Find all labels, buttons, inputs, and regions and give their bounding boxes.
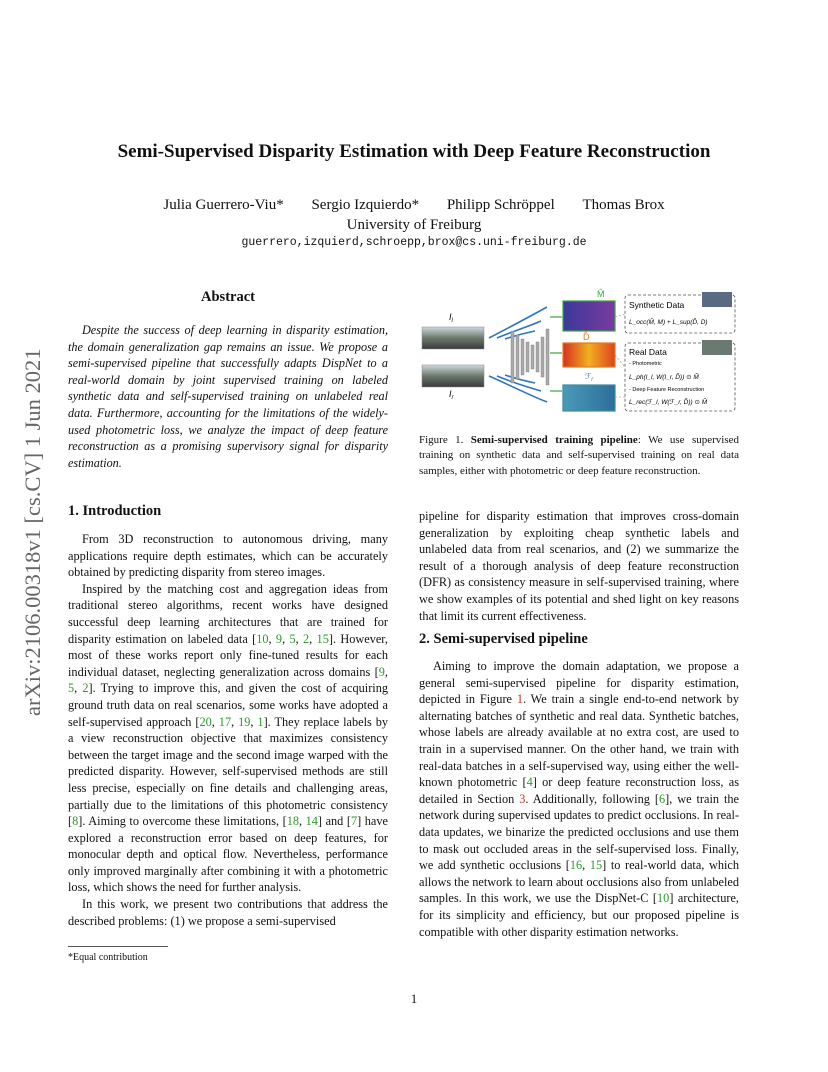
author-2: Sergio Izquierdo* xyxy=(311,197,420,213)
citation[interactable]: 14 xyxy=(305,814,318,829)
citation[interactable]: 9 xyxy=(275,631,283,646)
citation[interactable]: 15 xyxy=(589,858,603,873)
citation[interactable]: 2 xyxy=(82,681,89,696)
author-4: Thomas Brox xyxy=(582,197,665,213)
affiliation: University of Freiburg xyxy=(346,217,482,233)
citation[interactable]: 10 xyxy=(256,631,269,646)
real-thumbnail xyxy=(702,340,732,355)
author-emails: guerrero,izquierd,schroepp,brox@cs.uni-freiburg.de xyxy=(241,236,587,249)
citation[interactable]: 20 xyxy=(199,714,212,729)
citation[interactable]: 19 xyxy=(238,714,251,729)
figure-ref[interactable]: 1 xyxy=(516,692,523,707)
output-arrows xyxy=(550,317,562,391)
footnote-rule xyxy=(68,946,168,947)
citation[interactable]: 4 xyxy=(526,775,533,790)
citation[interactable]: 15 xyxy=(316,631,329,646)
occlusion-label: M̂ xyxy=(597,289,605,299)
intro-heading: 1. Introduction xyxy=(68,503,162,519)
section-2-paragraph: Aiming to improve the domain adaptation, we propose a general semi-supervised pipeline for disparity estimation, depicted in Figure 1. We train a single end-to-end network by alternating batches of synthetic and real data. Synthetic batches, whose labels are already available at no extra cost, are used to train in a supervised manner. On the other hand, we train with real-data batches in a self-supervised way, using either the well-known photometric [4] or deep feature reconstruction loss, as detailed in Section 3. Additionally, following [6], we train the network during supervised updates to predict occlusions. In real-data updates, we binarize the predicted occlusions and use them to mask out occluded areas in the self-supervised loss. Finally, we add synthetic occlusions [16, 15] to real-world data, which allows the network to learn about occlusions also from unlabeled samples. In this work, we use the DispNet-C [10] architecture, for its simplicity and efficiency, but our proposed pipeline is compatible with other disparity estimation networks. xyxy=(419,659,740,939)
arxiv-stamp xyxy=(12,298,48,718)
author-3: Philipp Schröppel xyxy=(446,197,555,213)
contributions-paragraph: pipeline for disparity estimation that improves cross-domain generalization by exploiting cheap synthetic labels and unlabeled data from real scenarios, and (2) we summarize the result of a thorough analysis of deep feature reconstruction (DFR) as consistency measure in self-supervised training, where we show examples of its potential and shed light on key reasons that limit its current effectiveness. xyxy=(419,509,739,623)
author-list xyxy=(0,195,828,235)
intro-body xyxy=(68,531,388,929)
figure-1 xyxy=(419,287,739,419)
citation[interactable]: 1 xyxy=(257,714,264,729)
citation[interactable]: 16 xyxy=(569,858,583,873)
connectors xyxy=(615,314,625,397)
feature-label: ℱ$_r$ xyxy=(585,372,594,383)
citation[interactable]: 9 xyxy=(378,664,385,679)
citation[interactable]: 8 xyxy=(72,814,79,829)
network-layers xyxy=(511,329,549,385)
citation[interactable]: 7 xyxy=(350,814,358,829)
citation[interactable]: 5 xyxy=(289,631,296,646)
section-2-body xyxy=(419,658,739,940)
feature-map xyxy=(563,385,615,411)
abstract-text: Despite the success of deep learning in disparity estimation, the domain generalization gap remains an issue. We propose a semi-supervised pipeline that successfully adapts DispNet to a real-world domain by joint supervised training on labeled synthetic data and self-supervised training on unlabeled real data. Furthermore, accounting for the limitations of the widely-used photometric loss, we analyze the impact of deep feature reconstruction as a promising supervisory signal for disparity estimation. xyxy=(68,323,388,470)
citation[interactable]: 6 xyxy=(658,791,666,806)
arxiv-stamp-text: arXiv:2106.00318v1 [cs.CV] 1 Jun 2021 xyxy=(20,348,45,716)
left-image-label: $I_l$ xyxy=(449,312,453,324)
footnote: *Equal contribution xyxy=(68,952,148,963)
pipeline-diagram xyxy=(419,287,739,419)
citation[interactable]: 5 xyxy=(68,681,75,696)
synthetic-data-title: Synthetic Data xyxy=(629,300,685,310)
section-2-heading: 2. Semi-supervised pipeline xyxy=(419,631,588,647)
abstract-heading: Abstract xyxy=(201,289,255,305)
intro-paragraph-3: In this work, we present two contributions that address the described problems: (1) we propose a semi-supervised xyxy=(68,897,388,928)
synthetic-thumbnail xyxy=(702,292,732,307)
photometric-label: - Photometric xyxy=(629,361,662,367)
right-image-label: $I_r$ xyxy=(449,389,454,401)
photometric-loss: L_ph(I_l, W(I_r, D̂)) ⊙ M̂ xyxy=(629,374,699,381)
occlusion-map xyxy=(563,301,615,331)
section-ref[interactable]: 3 xyxy=(519,791,526,806)
disparity-map xyxy=(563,343,615,367)
intro-paragraph-1: From 3D reconstruction to autonomous driving, many applications require depth estimates, which can be accurately obtained by predicting disparity from stereo images. xyxy=(68,532,388,580)
dfr-loss: L_rec(ℱ_l, W(ℱ_r, D̂)) ⊙ M̂ xyxy=(629,399,708,406)
disparity-label: D̂ xyxy=(583,332,590,342)
citation[interactable]: 10 xyxy=(657,891,670,906)
paper-title: Semi-Supervised Disparity Estimation with Deep Feature Reconstruction xyxy=(117,141,711,162)
citation[interactable]: 2 xyxy=(303,631,310,646)
dfr-label: - Deep Feature Reconstruction xyxy=(629,387,705,393)
right-column-continuation xyxy=(419,508,739,624)
figure-1-caption: Figure 1. Semi-supervised training pipeline: We use supervised training on synthetic data and self-supervised training on real data samples, either with photometric or deep feature reconstruction. xyxy=(419,434,739,477)
citation[interactable]: 17 xyxy=(218,714,232,729)
citation[interactable]: 18 xyxy=(286,814,299,829)
author-1: Julia Guerrero-Viu* xyxy=(163,197,284,213)
real-data-title: Real Data xyxy=(629,347,667,357)
synthetic-loss: L_occ(M̂, M) + L_sup(D̂, D) xyxy=(629,319,708,326)
left-image xyxy=(422,327,484,349)
right-image xyxy=(422,365,484,387)
page-number: 1 xyxy=(410,991,418,1006)
intro-paragraph-2: Inspired by the matching cost and aggregation ideas from traditional stereo algorithms, recent works have designed successful deep learning architectures that are trained for disparity estimation on labeled data [10, 9, 5, 2, 15]. However, most of these works report only fine-tuned results for each individual dataset, neglecting generalization across domains [9, 5, 2]. Trying to improve this, and given the cost of acquiring ground truth data on real scenarios, some works have adopted a self-supervised approach [20, 17, 19, 1]. They replace labels by a view reconstruction objective that maximizes consistency between the target image and the second image warped with the predicted disparity. However, self-supervised methods are still less precise, especially on fine details and challenging areas, partially due to the limitations of this photometric consistency [8]. Aiming to overcome these limitations, [18, 14] and [7] have explored a reconstruction error based on deep features, for monocular depth and optical flow. Nevertheless, performance only improved marginally after combining it with a photometric loss, which shows the need for further analysis. xyxy=(68,581,389,895)
